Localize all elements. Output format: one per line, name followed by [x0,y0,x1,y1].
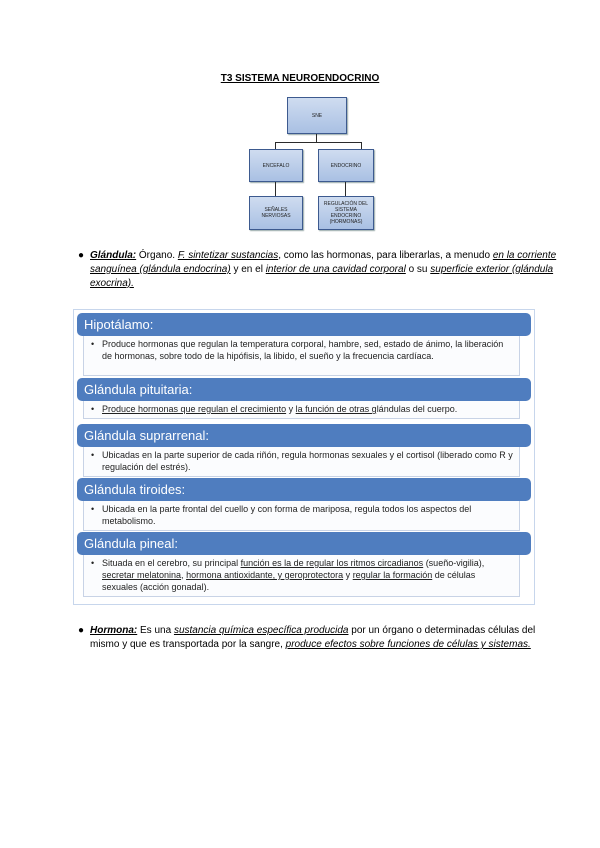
underlined-text: la función de otras g [295,404,377,414]
node-senales: SEÑALES NERVIOSAS [249,196,303,230]
underlined-text: función es la de regular los ritmos circadianos [240,558,424,568]
underlined-text: en la corriente sanguínea (glándula endocrina) [90,250,557,275]
text-run: de células sexuales (acción gonadal). [102,570,476,592]
underlined-text: regular la formación [352,570,433,580]
bullet-icon: ● [78,250,85,261]
section-body-hipotalamo [83,336,520,376]
connector-root-down [316,134,317,142]
underlined-text: Produce hormonas que regulan el crecimiento [102,404,287,414]
section-text: Ubicadas en la parte superior de cada riñón, regula hormonas sexuales y el cortisol (liberado como R y regulación del estrés). [102,450,513,472]
underlined-text: hormona antioxidante, y geroprotectora [186,570,344,580]
section-header-tiroides: Glándula tiroides: [77,478,531,501]
text-run: , como las hormonas, para liberarlas, a menudo [278,250,493,261]
bullet-icon: ● [78,625,85,636]
underlined-text: secretar melatonina [102,570,182,580]
section-header-suprarrenal: Glándula suprarrenal: [77,424,531,447]
bullet-icon: • [91,450,95,460]
text-run: y [343,570,353,580]
section-body-pineal [83,555,520,597]
text-run: (sueño-vigilia), [423,558,485,568]
section-header-hipotalamo: Hipotálamo: [77,313,531,336]
underlined-text: F. sintetizar sustancias [177,250,279,261]
text-run: Órgano. [136,250,178,261]
glandula-paragraph [78,249,570,291]
bullet-icon: • [91,339,95,349]
page-title: T3 SISTEMA NEUROENDOCRINO [220,73,380,84]
connector-horizontal [275,142,362,143]
underlined-text: superficie exterior (glándula exocrina). [90,264,554,289]
text-run: y en el [230,264,266,275]
node-endocrino: ENDOCRINO [318,149,374,182]
bullet-icon: • [91,404,95,414]
text-run: Es una [137,625,174,636]
connector-left-child [275,182,276,196]
hormona-term: Hormona: [90,625,138,636]
node-sne: SNE [287,97,347,134]
text-run: por un órgano o determinadas células del mismo y que es transportada por la sangre, [90,625,536,650]
section-header-pituitaria: Glándula pituitaria: [77,378,531,401]
text-run: lándulas del cuerpo. [376,404,458,414]
text-run: Situada en el cerebro, su principal [102,558,241,568]
underlined-text: interior de una cavidad corporal [265,264,406,275]
connector-left-down [275,142,276,149]
connector-right-child [345,182,346,196]
underlined-text: sustancia química específica producida [173,625,349,636]
section-body-tiroides [83,501,520,531]
underlined-text: produce efectos sobre funciones de células y sistemas. [285,639,531,650]
section-body-suprarrenal [83,447,520,477]
text-run: o su [405,264,431,275]
node-encefalo: ENCEFALO [249,149,303,182]
text-run: , [181,570,187,580]
section-header-pineal: Glándula pineal: [77,532,531,555]
section-text: Produce hormonas que regulan la temperatura corporal, hambre, sed, estado de ánimo, la liberación de hormonas, sobre todo de la hipófisis, la libido, el sueño y la frecuencia cardíaca. [102,339,504,361]
text-run: y [286,404,296,414]
section-body-pituitaria [83,401,520,419]
glands-panel [73,309,535,605]
glandula-term: Glándula: [90,250,137,261]
connector-right-down [361,142,362,149]
hormona-paragraph [78,624,558,652]
bullet-icon: • [91,504,95,514]
bullet-icon: • [91,558,95,568]
node-regulacion: REGULACIÓN DEL SISTEMA ENDOCRINO (HORMONAS) [318,196,374,230]
section-text: Ubicada en la parte frontal del cuello y con forma de mariposa, regula todos los aspectos del metabolismo. [102,504,472,526]
